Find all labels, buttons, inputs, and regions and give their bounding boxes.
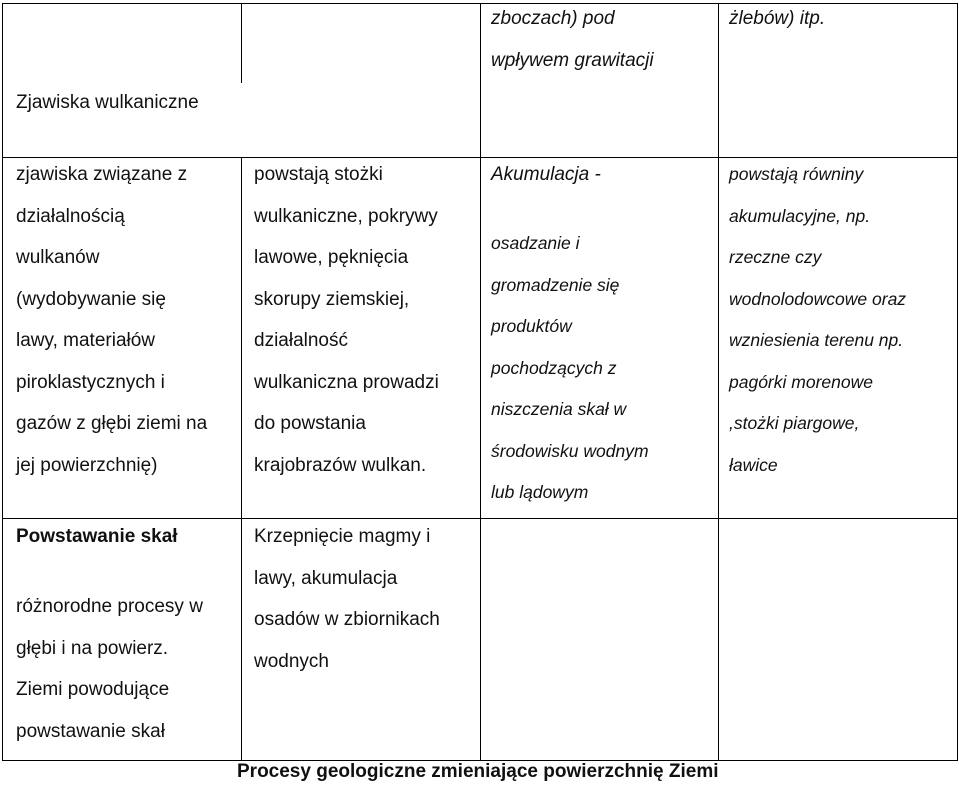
row1-col1-text: zjawiska związane z działalnością wulkanów (wydobywanie się lawy, materiałów piroklastycznych i gazów z głębi ziemi na jej powierzchnię) — [16, 164, 208, 476]
grid-line-v2 — [480, 3, 481, 761]
row2-col2-text: Krzepnięcie magmy i lawy, akumulacja osadów w zbiornikach wodnych — [254, 526, 440, 672]
grid-line-v0 — [2, 3, 3, 761]
grid-line-v1-upper — [241, 3, 242, 83]
row1-col4-text: powstają równiny akumulacyjne, np. rzeczne czy wodnolodowcowe oraz wzniesienia terenu np. pagórki morenowe ,stożki piargowe, ławice — [729, 164, 907, 475]
row0-col3-text: zboczach) pod wpływem grawitacji — [491, 8, 654, 71]
section-heading-rock-formation: Powstawanie skał — [16, 526, 178, 547]
grid-line-v3 — [718, 3, 719, 761]
grid-line-v4 — [957, 3, 958, 761]
grid-line-v1-lower — [241, 157, 242, 761]
row1-col3-title: Akumulacja - — [491, 164, 601, 185]
row1-col3-text: osadzanie i gromadzenie się produktów pochodzących z niszczenia skał w środowisku wodnym lub lądowym — [491, 233, 649, 502]
row0-col4-text: żlebów) itp. — [729, 8, 826, 29]
section-heading-volcanic: Zjawiska wulkaniczne — [16, 92, 199, 113]
row2-col1-text: różnorodne procesy w głębi i na powierz. Ziemi powodujące powstawanie skał — [16, 596, 203, 742]
page-caption: Procesy geologiczne zmieniające powierzchnię Ziemi — [237, 761, 719, 782]
row1-col2-text: powstają stożki wulkaniczne, pokrywy lawowe, pęknięcia skorupy ziemskiej, działalność wulkaniczna prowadzi do powstania krajobrazów wulkan. — [254, 164, 439, 476]
